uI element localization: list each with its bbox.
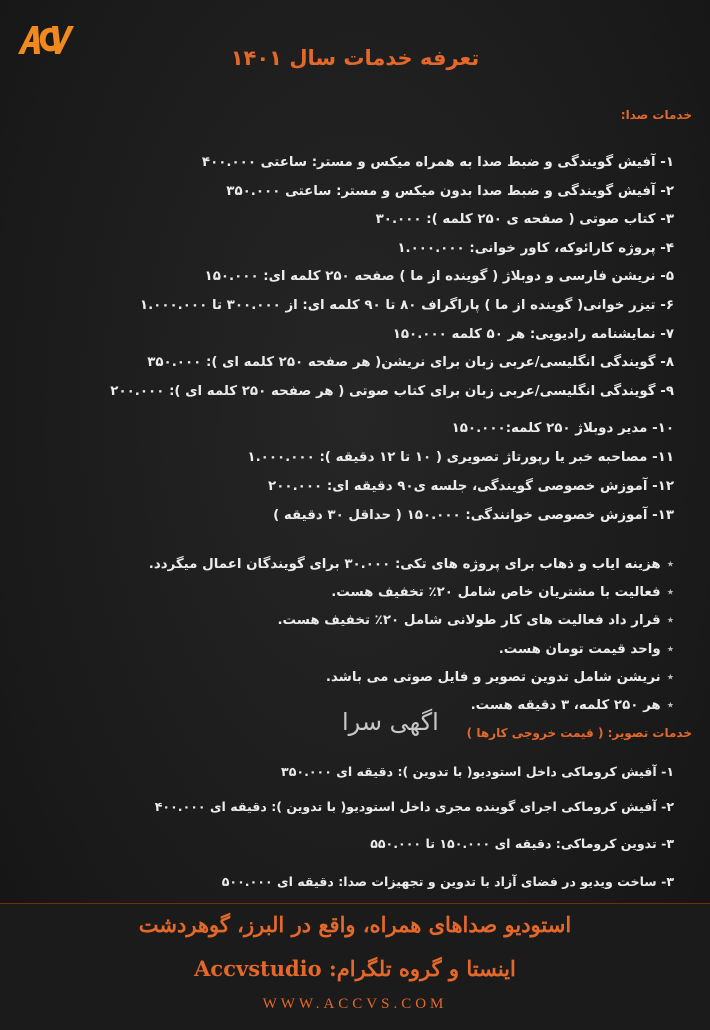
- audio-item: ۱۲- آموزش خصوصی گویندگی، جلسه ی۹۰ دقیقه ای: ۲۰۰.۰۰۰: [268, 478, 674, 494]
- audio-item: ۸- گویندگی انگلیسی/عربی زبان برای نریشن( هر صفحه ۲۵۰ کلمه ای ): ۳۵۰.۰۰۰: [147, 355, 674, 371]
- watermark: اگهی سرا: [342, 708, 439, 736]
- note-item: ٭هر ۲۵۰ کلمه، ۳ دقیقه هست.: [470, 697, 674, 713]
- note-item: ٭واحد قیمت تومان هست.: [498, 641, 674, 657]
- footer: [0, 903, 710, 1030]
- video-item: ۱- آفیش کروماکی داخل استودیو( با تدوین ): دقیقه ای ۳۵۰.۰۰۰: [281, 764, 674, 779]
- bullet-icon: ٭: [666, 557, 674, 572]
- audio-item: ۹- گویندگی انگلیسی/عربی زبان برای کتاب صوتی ( هر صفحه ۲۵۰ کلمه ای ): ۲۰۰.۰۰۰: [110, 383, 674, 399]
- audio-services-list: [34, 149, 674, 530]
- video-section-heading: خدمات تصویر: ( قیمت خروجی کارها ): [466, 726, 692, 740]
- audio-item: ۴- پروژه کارائوکه، کاور خوانی: ۱.۰۰۰.۰۰۰: [397, 240, 674, 256]
- audio-item: ۶- تیزر خوانی( گوینده از ما ) پاراگراف ۸۰ تا ۹۰ کلمه ای: از ۳۰۰.۰۰۰ تا ۱.۰۰۰.۰۰۰: [139, 297, 674, 313]
- audio-item: ۷- نمایشنامه رادیویی: هر ۵۰ کلمه ۱۵۰.۰۰۰: [392, 326, 674, 342]
- bullet-icon: ٭: [666, 585, 674, 601]
- page-title: تعرفه خدمات سال ۱۴۰۱: [230, 46, 480, 70]
- audio-item: ۵- نریشن فارسی و دوبلاژ ( گوینده از ما ) صفحه ۲۵۰ کلمه ای: ۱۵۰.۰۰۰: [204, 269, 674, 285]
- bullet-icon: ٭: [666, 641, 674, 657]
- notes-list: [34, 551, 674, 720]
- audio-section-heading: خدمات صدا:: [620, 108, 692, 122]
- note-item: ٭نریشن شامل تدوین تصویر و فایل صوتی می باشد.: [325, 669, 674, 685]
- website-link[interactable]: WWW.ACCVS.COM: [262, 996, 448, 1012]
- note-item: ٭قرار داد فعالیت های کار طولانی شامل ۲۰٪ تخفیف هست.: [277, 613, 674, 629]
- video-item: ۳- ساخت ویدیو در فضای آزاد با تدوین و تجهیزات صدا: دقیقه ای ۵۰۰.۰۰۰: [221, 874, 674, 889]
- note-item: ٭هزینه ایاب و ذهاب برای پروژه های تکی: ۳۰.۰۰۰ برای گویندگان اعمال میگردد.: [148, 557, 674, 572]
- audio-item: ۲- آفیش گویندگی و ضبط صدا بدون میکس و مستر: ساعتی ۳۵۰.۰۰۰: [226, 183, 674, 199]
- audio-item: ۱۳- آموزش خصوصی خوانندگی: ۱۵۰.۰۰۰ ( حداقل ۳۰ دقیقه ): [273, 507, 674, 523]
- audio-item: ۱۱- مصاحبه خبر یا رپورتاژ تصویری ( ۱۰ تا ۱۲ دقیقه ): ۱.۰۰۰.۰۰۰: [247, 450, 674, 466]
- audio-item: ۱۰- مدیر دوبلاژ ۲۵۰ کلمه:۱۵۰.۰۰۰: [451, 421, 674, 437]
- bullet-icon: ٭: [666, 613, 674, 629]
- video-item: ۲- آفیش کروماکی اجرای گوینده مجری داخل استودیو( با تدوین ): دقیقه ای ۴۰۰.۰۰۰: [154, 799, 674, 814]
- studio-address: استودیو صداهای همراه، واقع در البرز، گوهردشت: [138, 912, 572, 937]
- audio-item: ۱- آفیش گویندگی و ضبط صدا به همراه میکس و مستر: ساعتی ۴۰۰.۰۰۰: [201, 155, 674, 170]
- social-handle: اینستا و گروه تلگرام: Accvstudio: [194, 956, 516, 981]
- video-item: ۳- تدوین کروماکی: دقیقه ای ۱۵۰.۰۰۰ تا ۵۵۰.۰۰۰: [370, 836, 674, 851]
- audio-item: ۳- کتاب صوتی ( صفحه ی ۲۵۰ کلمه ): ۳۰.۰۰۰: [375, 212, 674, 228]
- note-item: ٭فعالیت با مشتریان خاص شامل ۲۰٪ تخفیف هست.: [331, 585, 674, 601]
- bullet-icon: ٭: [666, 669, 674, 685]
- bullet-icon: ٭: [666, 697, 674, 713]
